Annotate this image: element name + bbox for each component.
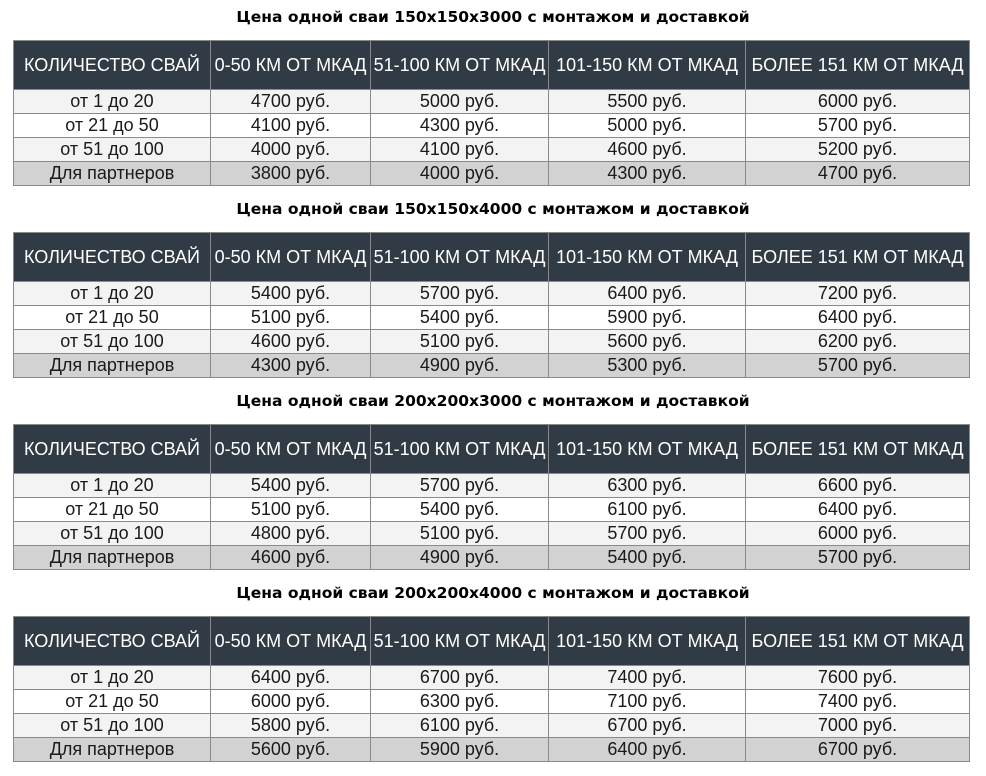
header-quantity: КОЛИЧЕСТВО СВАЙ	[14, 425, 211, 474]
price-cell: 4700 руб.	[746, 162, 970, 186]
price-cell: 5700 руб.	[746, 354, 970, 378]
price-cell: 5900 руб.	[549, 306, 746, 330]
price-cell: 6100 руб.	[549, 498, 746, 522]
header-distance-101-150: 101-150 КМ ОТ МКАД	[549, 617, 746, 666]
price-cell: 4600 руб.	[211, 546, 371, 570]
table-header-row	[14, 617, 970, 666]
row-label: Для партнеров	[14, 354, 211, 378]
table-row	[14, 90, 970, 114]
section-title-2: Цена одной сваи 150х150х4000 с монтажом и доставкой	[236, 200, 750, 218]
price-cell: 5300 руб.	[549, 354, 746, 378]
price-cell: 4300 руб.	[371, 114, 549, 138]
price-cell: 5700 руб.	[549, 522, 746, 546]
header-distance-151-plus: БОЛЕЕ 151 КМ ОТ МКАД	[746, 233, 970, 282]
section-title-1: Цена одной сваи 150х150х3000 с монтажом и доставкой	[236, 8, 750, 26]
price-cell: 5100 руб.	[371, 522, 549, 546]
price-cell: 6700 руб.	[371, 666, 549, 690]
price-cell: 5600 руб.	[211, 738, 371, 762]
price-cell: 4300 руб.	[549, 162, 746, 186]
price-cell: 5900 руб.	[371, 738, 549, 762]
price-cell: 7600 руб.	[746, 666, 970, 690]
header-distance-151-plus: БОЛЕЕ 151 КМ ОТ МКАД	[746, 41, 970, 90]
header-distance-0-50: 0-50 КМ ОТ МКАД	[211, 41, 371, 90]
table-row-partners	[14, 354, 970, 378]
row-label: от 1 до 20	[14, 282, 211, 306]
price-cell: 5700 руб.	[371, 474, 549, 498]
price-cell: 7400 руб.	[549, 666, 746, 690]
price-cell: 5100 руб.	[371, 330, 549, 354]
header-distance-51-100: 51-100 КМ ОТ МКАД	[371, 41, 549, 90]
price-cell: 4000 руб.	[371, 162, 549, 186]
price-cell: 6400 руб.	[211, 666, 371, 690]
price-cell: 5000 руб.	[549, 114, 746, 138]
row-label: от 1 до 20	[14, 474, 211, 498]
price-cell: 5200 руб.	[746, 138, 970, 162]
price-cell: 6000 руб.	[746, 90, 970, 114]
header-distance-101-150: 101-150 КМ ОТ МКАД	[549, 233, 746, 282]
price-cell: 5100 руб.	[211, 306, 371, 330]
price-cell: 4600 руб.	[211, 330, 371, 354]
price-cell: 5100 руб.	[211, 498, 371, 522]
table-row	[14, 522, 970, 546]
price-cell: 6300 руб.	[371, 690, 549, 714]
table-row	[14, 690, 970, 714]
table-header-row	[14, 41, 970, 90]
table-row	[14, 114, 970, 138]
table-header-row	[14, 425, 970, 474]
price-cell: 6000 руб.	[746, 522, 970, 546]
price-cell: 5600 руб.	[549, 330, 746, 354]
price-cell: 6200 руб.	[746, 330, 970, 354]
header-distance-0-50: 0-50 КМ ОТ МКАД	[211, 617, 371, 666]
header-distance-101-150: 101-150 КМ ОТ МКАД	[549, 425, 746, 474]
row-label: Для партнеров	[14, 738, 211, 762]
price-cell: 6100 руб.	[371, 714, 549, 738]
price-cell: 4300 руб.	[211, 354, 371, 378]
price-table-4	[13, 616, 970, 762]
price-cell: 4100 руб.	[371, 138, 549, 162]
price-cell: 4800 руб.	[211, 522, 371, 546]
row-label: от 1 до 20	[14, 90, 211, 114]
price-cell: 6000 руб.	[211, 690, 371, 714]
price-cell: 6700 руб.	[746, 738, 970, 762]
header-quantity: КОЛИЧЕСТВО СВАЙ	[14, 233, 211, 282]
price-cell: 5400 руб.	[371, 498, 549, 522]
header-distance-151-plus: БОЛЕЕ 151 КМ ОТ МКАД	[746, 425, 970, 474]
table-row	[14, 714, 970, 738]
header-distance-151-plus: БОЛЕЕ 151 КМ ОТ МКАД	[746, 617, 970, 666]
table-row	[14, 666, 970, 690]
table-row	[14, 474, 970, 498]
price-table-2	[13, 232, 970, 378]
price-cell: 5800 руб.	[211, 714, 371, 738]
price-cell: 4900 руб.	[371, 354, 549, 378]
header-distance-0-50: 0-50 КМ ОТ МКАД	[211, 233, 371, 282]
price-cell: 5700 руб.	[746, 114, 970, 138]
price-cell: 5700 руб.	[371, 282, 549, 306]
price-cell: 4700 руб.	[211, 90, 371, 114]
price-cell: 4600 руб.	[549, 138, 746, 162]
table-row-partners	[14, 546, 970, 570]
price-cell: 4900 руб.	[371, 546, 549, 570]
row-label: от 21 до 50	[14, 498, 211, 522]
price-cell: 7100 руб.	[549, 690, 746, 714]
section-title-3: Цена одной сваи 200х200х3000 с монтажом и доставкой	[236, 392, 750, 410]
row-label: Для партнеров	[14, 162, 211, 186]
header-distance-51-100: 51-100 КМ ОТ МКАД	[371, 425, 549, 474]
price-cell: 6400 руб.	[746, 498, 970, 522]
price-cell: 5400 руб.	[371, 306, 549, 330]
row-label: от 51 до 100	[14, 714, 211, 738]
table-row	[14, 306, 970, 330]
header-distance-51-100: 51-100 КМ ОТ МКАД	[371, 617, 549, 666]
price-cell: 3800 руб.	[211, 162, 371, 186]
table-row	[14, 330, 970, 354]
header-distance-101-150: 101-150 КМ ОТ МКАД	[549, 41, 746, 90]
table-row	[14, 282, 970, 306]
price-cell: 5400 руб.	[211, 282, 371, 306]
price-table-3	[13, 424, 970, 570]
table-row	[14, 138, 970, 162]
row-label: от 21 до 50	[14, 114, 211, 138]
header-distance-0-50: 0-50 КМ ОТ МКАД	[211, 425, 371, 474]
row-label: от 51 до 100	[14, 522, 211, 546]
price-cell: 6400 руб.	[746, 306, 970, 330]
price-cell: 7400 руб.	[746, 690, 970, 714]
row-label: от 21 до 50	[14, 690, 211, 714]
price-cell: 6700 руб.	[549, 714, 746, 738]
table-header-row	[14, 233, 970, 282]
price-cell: 5400 руб.	[549, 546, 746, 570]
header-distance-51-100: 51-100 КМ ОТ МКАД	[371, 233, 549, 282]
price-cell: 4100 руб.	[211, 114, 371, 138]
header-quantity: КОЛИЧЕСТВО СВАЙ	[14, 617, 211, 666]
price-cell: 6400 руб.	[549, 738, 746, 762]
price-cell: 7200 руб.	[746, 282, 970, 306]
row-label: Для партнеров	[14, 546, 211, 570]
price-cell: 6300 руб.	[549, 474, 746, 498]
price-cell: 5700 руб.	[746, 546, 970, 570]
row-label: от 1 до 20	[14, 666, 211, 690]
section-title-4: Цена одной сваи 200х200х4000 с монтажом и доставкой	[236, 584, 750, 602]
price-cell: 6400 руб.	[549, 282, 746, 306]
table-row-partners	[14, 162, 970, 186]
price-cell: 5500 руб.	[549, 90, 746, 114]
table-row-partners	[14, 738, 970, 762]
price-table-1	[13, 40, 970, 186]
row-label: от 21 до 50	[14, 306, 211, 330]
row-label: от 51 до 100	[14, 138, 211, 162]
price-cell: 4000 руб.	[211, 138, 371, 162]
price-cell: 7000 руб.	[746, 714, 970, 738]
table-row	[14, 498, 970, 522]
price-cell: 6600 руб.	[746, 474, 970, 498]
row-label: от 51 до 100	[14, 330, 211, 354]
price-cell: 5400 руб.	[211, 474, 371, 498]
header-quantity: КОЛИЧЕСТВО СВАЙ	[14, 41, 211, 90]
price-cell: 5000 руб.	[371, 90, 549, 114]
